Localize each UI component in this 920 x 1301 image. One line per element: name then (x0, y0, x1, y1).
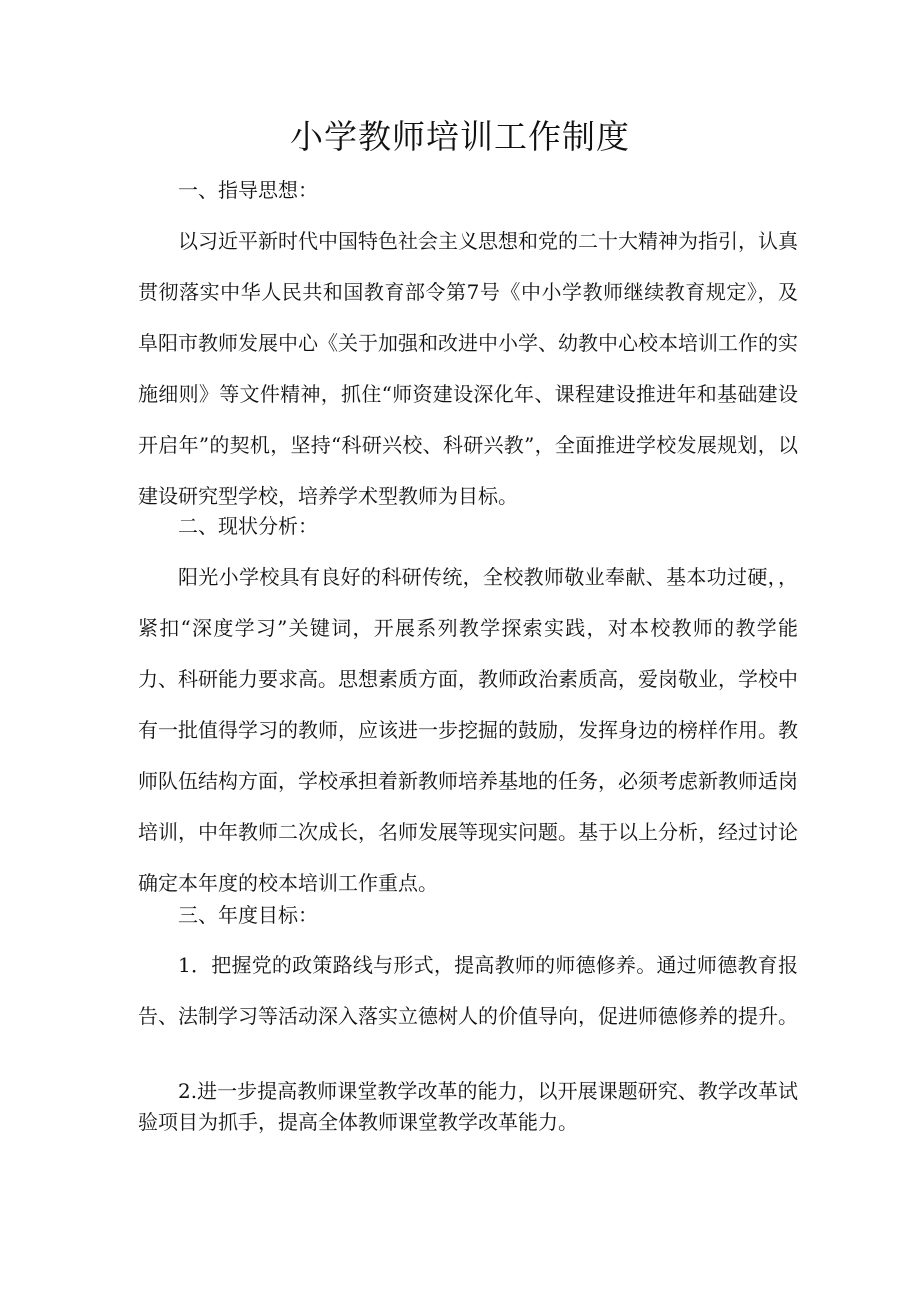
section-heading-status-analysis: 二、现状分析： (178, 514, 318, 538)
section-heading-annual-goals: 三、年度目标： (178, 903, 318, 927)
paragraph-status-analysis: 阳光小学校具有良好的科研传统，全校教师敬业奉献、基本功过硬，，紧扣“深度学习”关键词，开展系列教学探索实践，对本校教师的教学能力、科研能力要求高。思想素质方面，教师政治素质高，爱岗敬业，学校中有一批值得学习的教师，应该进一步挖掘的鼓励，发挥身边的榜样作用。教师队伍结构方面，学校承担着新教师培养基地的任务，必须考虑新教师适岗培训，中年教师二次成长，名师发展等现实问题。基于以上分析，经过讨论确定本年度的校本培训工作重点。 (138, 565, 798, 895)
paragraph-goal-1: 1．把握党的政策路线与形式，提高教师的师德修养。通过师德教育报告、法制学习等活动深入落实立德树人的价值导向，促进师德修养的提升。 (138, 953, 798, 1028)
paragraph-guiding-ideology: 以习近平新时代中国特色社会主义思想和党的二十大精神为指引，认真贯彻落实中华人民共和国教育部令第7号《中小学教师继续教育规定》，及阜阳市教师发展中心《关于加强和改进中小学、幼教中心校本培训工作的实施细则》等文件精神，抓住“师资建设深化年、课程建设推进年和基础建设开启年”的契机，坚持“科研兴校、科研兴教”，全面推进学校发展规划，以建设研究型学校，培养学术型教师为目标。 (138, 229, 798, 508)
section-heading-guiding-ideology: 一、指导思想： (178, 178, 318, 202)
document-title: 小学教师培训工作制度 (290, 117, 630, 156)
paragraph-goal-2: 2.进一步提高教师课堂教学改革的能力，以开展课题研究、教学改革试验项目为抓手，提高全体教师课堂教学改革能力。 (138, 1079, 798, 1134)
